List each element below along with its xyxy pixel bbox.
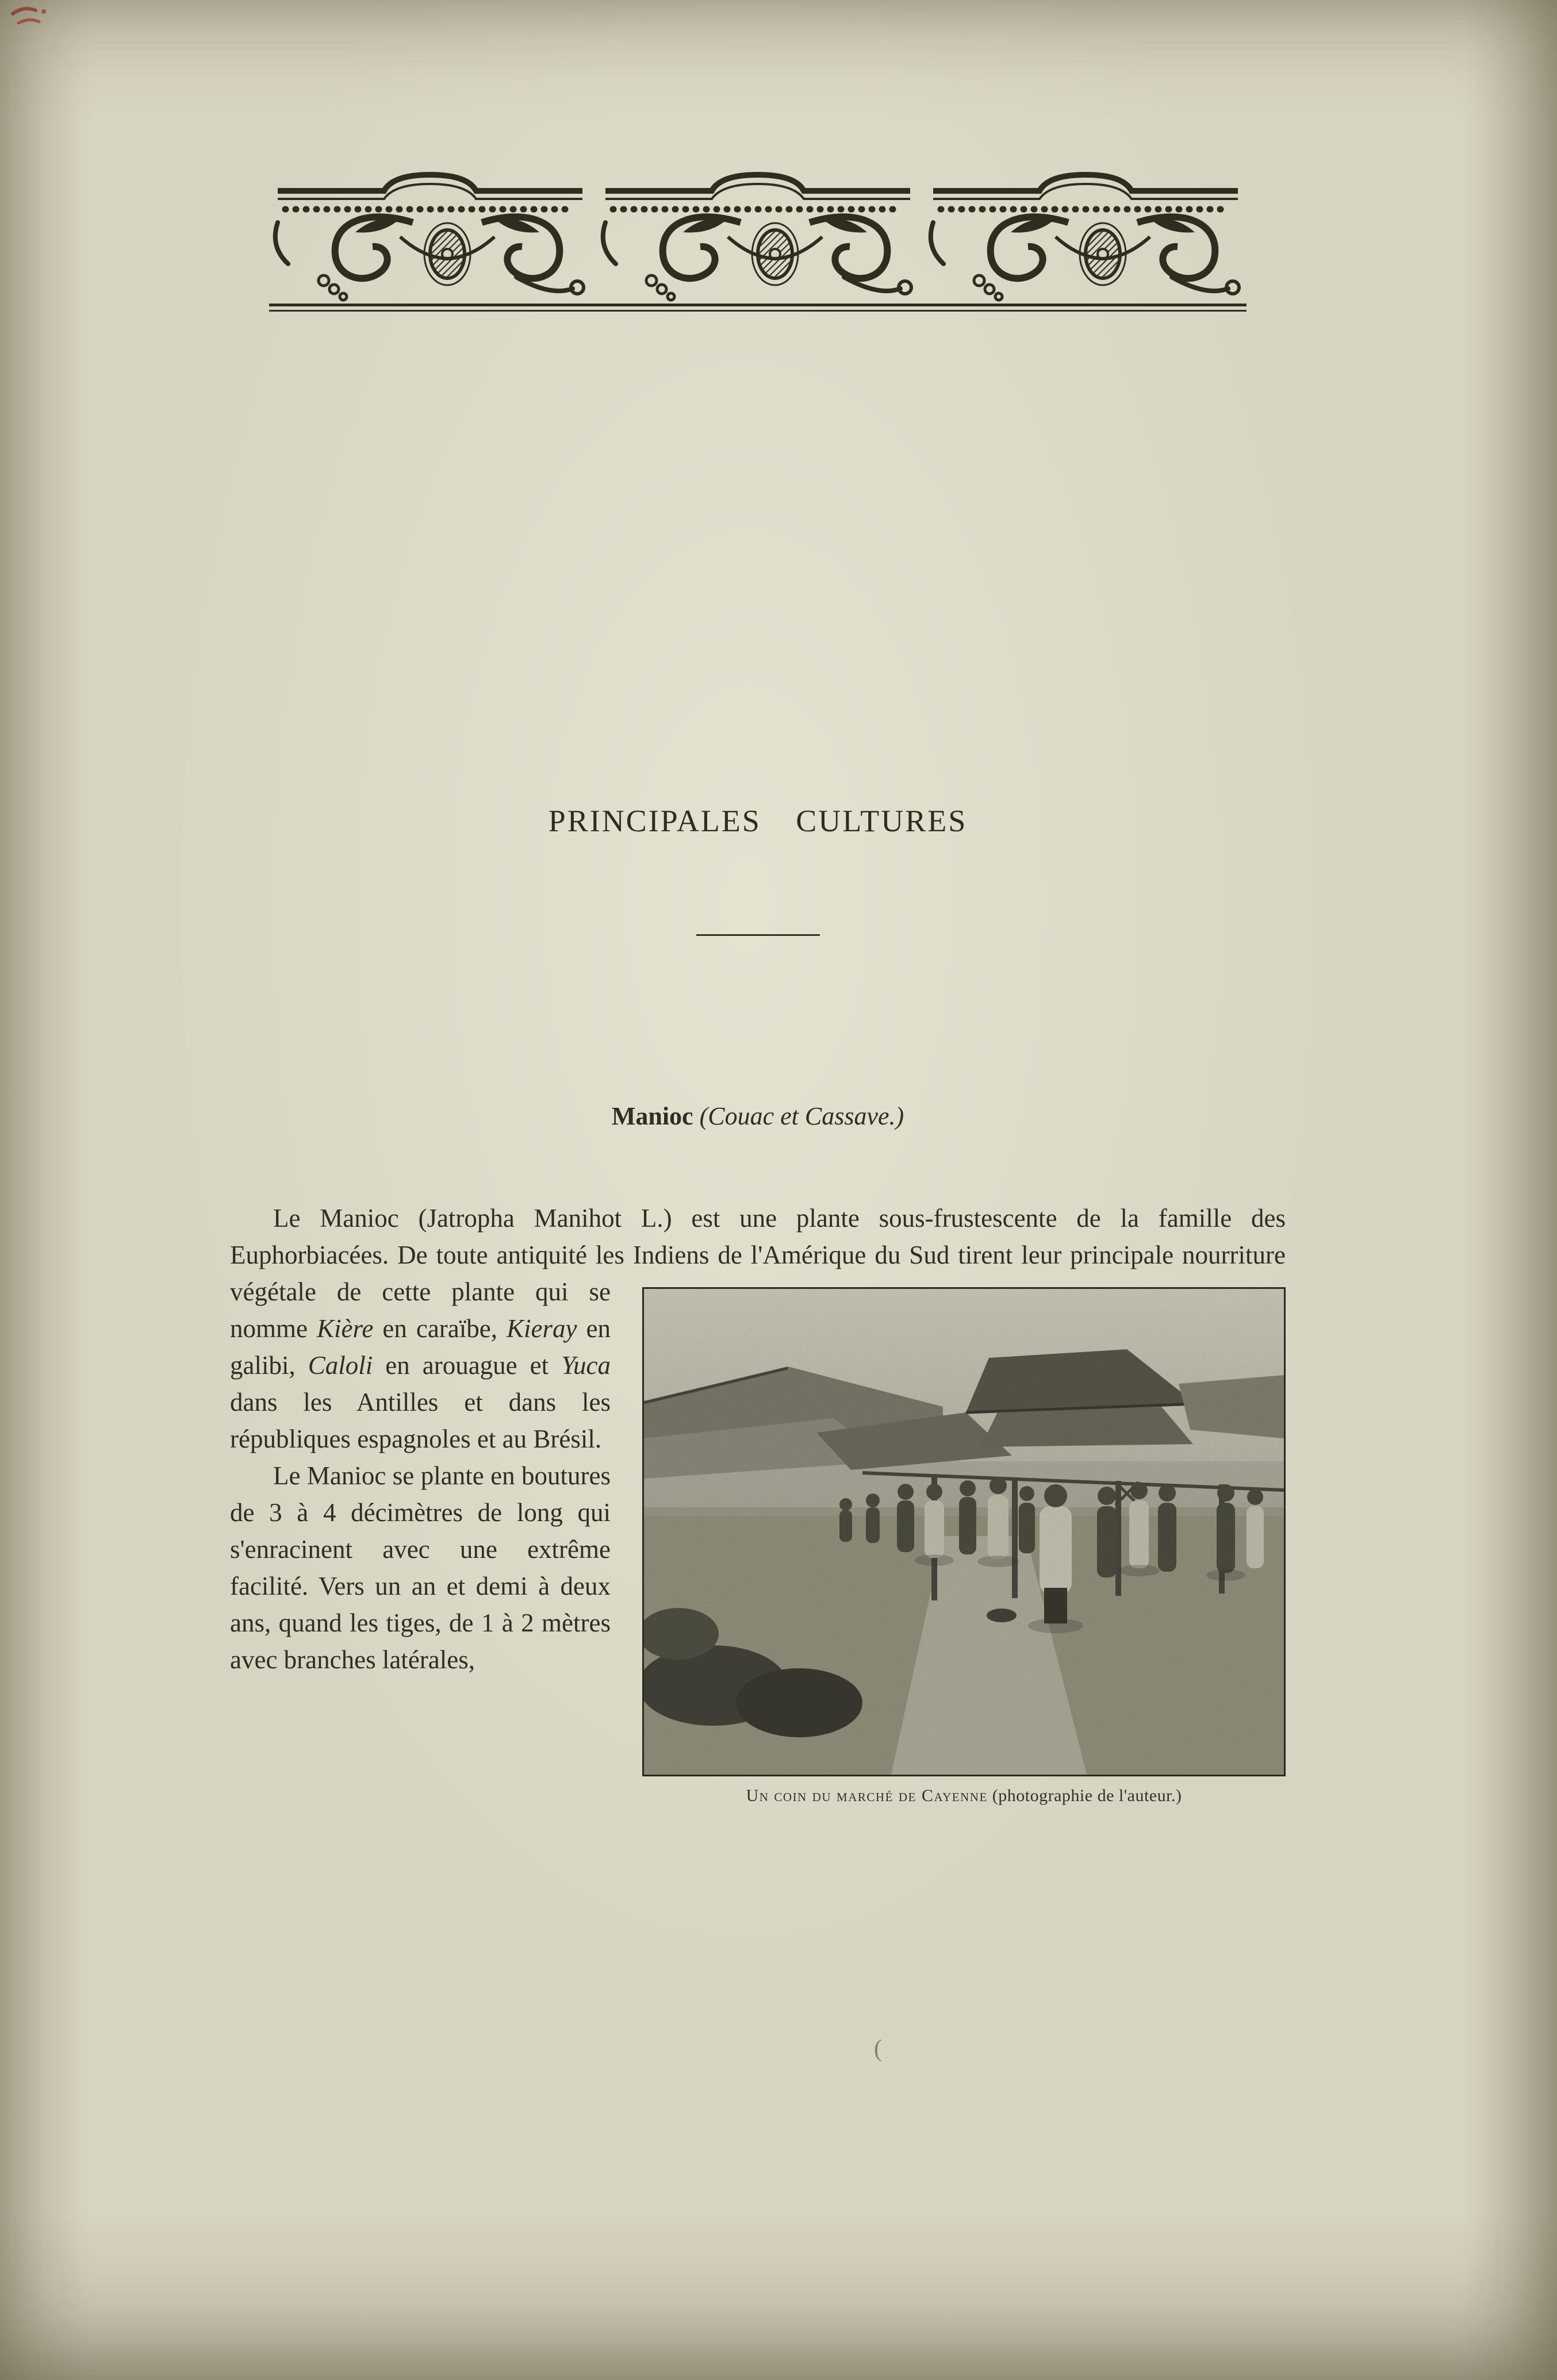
page-title: PRINCIPALES CULTURES	[548, 804, 968, 838]
divider-rule	[696, 934, 820, 936]
section-heading	[230, 1101, 1286, 1131]
ornament-band	[269, 168, 1247, 317]
page-content	[230, 168, 1286, 1805]
paragraph-1-text-e: en arouague et	[373, 1351, 562, 1380]
paragraph-1-text-a: Le Manioc (Jatropha Manihot L.) est une plante sous-frustescente de la famille des Euphorbiacées. De toute antiquité les Indiens de	[230, 1204, 1286, 1269]
paragraph-1-text-b: l'Amérique du Sud tirent leur principale nourriture végétale de cette plante qui se nomme	[230, 1241, 1286, 1343]
term-kiere: Kière	[317, 1314, 374, 1343]
market-photo	[642, 1287, 1286, 1776]
term-yuca: Yuca	[561, 1351, 611, 1380]
section-heading-subtitle: (Couac et Cassave.)	[693, 1102, 904, 1130]
body-text	[230, 1200, 1286, 1805]
photo-caption-note: (photographie de l'auteur.)	[987, 1786, 1182, 1805]
term-kieray: Kieray	[507, 1314, 577, 1343]
term-caloli: Caloli	[308, 1351, 373, 1380]
photo-caption-title: Un coin du marché de Cayenne	[746, 1786, 988, 1805]
red-pen-mark	[8, 1, 89, 36]
photo-caption	[642, 1786, 1286, 1806]
paragraph-1-text-d: en galibi,	[230, 1314, 611, 1380]
stray-paren-mark: (	[874, 2036, 882, 2062]
paragraph-1-text-c: en caraïbe,	[373, 1314, 507, 1343]
paragraph-1-text-f: dans les Antilles et dans les républiques espagnoles et au Brésil.	[230, 1388, 611, 1453]
paragraph-2: Le Manioc se plante en boutures de 3 à 4 décimètres de long qui s'enracinent avec une extrême facilité. Vers un an et demi à deux ans, quand les tiges, de 1 à 2 mètres avec branches latérales,	[230, 1461, 611, 1674]
section-heading-name: Manioc	[611, 1102, 693, 1130]
market-photo-illustration	[644, 1289, 1284, 1775]
photo-figure	[642, 1287, 1286, 1806]
